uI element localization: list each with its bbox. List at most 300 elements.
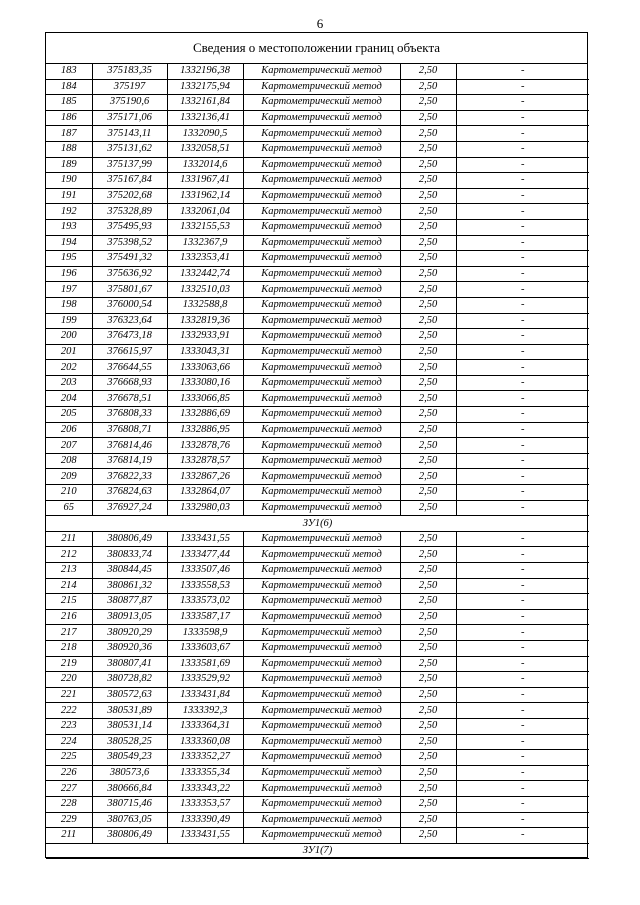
method-cell: Картометрический метод xyxy=(243,485,400,501)
page-number: 6 xyxy=(316,16,324,31)
accuracy-cell: 2,50 xyxy=(400,640,456,656)
table-row xyxy=(46,157,589,173)
method-cell: Картометрический метод xyxy=(243,656,400,672)
method-cell: Картометрический метод xyxy=(243,235,400,251)
table-row xyxy=(46,266,589,282)
x-coordinate-cell: 380861,32 xyxy=(92,578,167,594)
point-number-cell: 211 xyxy=(46,531,92,547)
accuracy-cell: 2,50 xyxy=(400,750,456,766)
point-number-cell: 215 xyxy=(46,594,92,610)
point-number-cell: 186 xyxy=(46,110,92,126)
point-number-cell: 198 xyxy=(46,297,92,313)
x-coordinate-cell: 380573,6 xyxy=(92,765,167,781)
y-coordinate-cell: 1331967,41 xyxy=(167,173,243,189)
description-cell: - xyxy=(456,485,589,501)
point-number-cell: 185 xyxy=(46,95,92,111)
table-row xyxy=(46,391,589,407)
x-coordinate-cell: 375143,11 xyxy=(92,126,167,142)
y-coordinate-cell: 1332442,74 xyxy=(167,266,243,282)
x-coordinate-cell: 376000,54 xyxy=(92,297,167,313)
method-cell: Картометрический метод xyxy=(243,594,400,610)
y-coordinate-cell: 1332014,6 xyxy=(167,157,243,173)
table-row xyxy=(46,188,589,204)
method-cell: Картометрический метод xyxy=(243,407,400,423)
method-cell: Картометрический метод xyxy=(243,625,400,641)
method-cell: Картометрический метод xyxy=(243,344,400,360)
accuracy-cell: 2,50 xyxy=(400,765,456,781)
description-cell: - xyxy=(456,640,589,656)
description-cell: - xyxy=(456,95,589,111)
table-row xyxy=(46,734,589,750)
y-coordinate-cell: 1333043,31 xyxy=(167,344,243,360)
description-cell: - xyxy=(456,438,589,454)
table-row xyxy=(46,750,589,766)
y-coordinate-cell: 1332161,84 xyxy=(167,95,243,111)
x-coordinate-cell: 380531,89 xyxy=(92,703,167,719)
x-coordinate-cell: 375131,62 xyxy=(92,141,167,157)
method-cell: Картометрический метод xyxy=(243,718,400,734)
x-coordinate-cell: 380666,84 xyxy=(92,781,167,797)
x-coordinate-cell: 375636,92 xyxy=(92,266,167,282)
x-coordinate-cell: 380728,82 xyxy=(92,672,167,688)
section-row xyxy=(46,516,589,532)
description-cell: - xyxy=(456,656,589,672)
x-coordinate-cell: 376473,18 xyxy=(92,329,167,345)
description-cell: - xyxy=(456,718,589,734)
table-row xyxy=(46,297,589,313)
method-cell: Картометрический метод xyxy=(243,313,400,329)
description-cell: - xyxy=(456,765,589,781)
point-number-cell: 220 xyxy=(46,672,92,688)
y-coordinate-cell: 1333392,3 xyxy=(167,703,243,719)
y-coordinate-cell: 1332819,36 xyxy=(167,313,243,329)
point-number-cell: 200 xyxy=(46,329,92,345)
table-row xyxy=(46,485,589,501)
y-coordinate-cell: 1332510,03 xyxy=(167,282,243,298)
description-cell: - xyxy=(456,266,589,282)
section-label: ЗУ1(6) xyxy=(46,516,589,532)
x-coordinate-cell: 375167,84 xyxy=(92,173,167,189)
y-coordinate-cell: 1332353,41 xyxy=(167,251,243,267)
table-row xyxy=(46,64,589,79)
point-number-cell: 188 xyxy=(46,141,92,157)
description-cell: - xyxy=(456,812,589,828)
x-coordinate-cell: 380920,29 xyxy=(92,625,167,641)
y-coordinate-cell: 1332090,5 xyxy=(167,126,243,142)
table-row xyxy=(46,235,589,251)
y-coordinate-cell: 1333573,02 xyxy=(167,594,243,610)
x-coordinate-cell: 380528,25 xyxy=(92,734,167,750)
point-number-cell: 224 xyxy=(46,734,92,750)
y-coordinate-cell: 1333431,84 xyxy=(167,687,243,703)
y-coordinate-cell: 1332058,51 xyxy=(167,141,243,157)
table-row xyxy=(46,110,589,126)
y-coordinate-cell: 1332196,38 xyxy=(167,64,243,79)
table-row xyxy=(46,453,589,469)
description-cell: - xyxy=(456,251,589,267)
description-cell: - xyxy=(456,407,589,423)
point-number-cell: 194 xyxy=(46,235,92,251)
point-number-cell: 201 xyxy=(46,344,92,360)
accuracy-cell: 2,50 xyxy=(400,407,456,423)
y-coordinate-cell: 1333353,57 xyxy=(167,796,243,812)
description-cell: - xyxy=(456,594,589,610)
accuracy-cell: 2,50 xyxy=(400,625,456,641)
point-number-cell: 212 xyxy=(46,547,92,563)
y-coordinate-cell: 1332886,69 xyxy=(167,407,243,423)
x-coordinate-cell: 376814,19 xyxy=(92,453,167,469)
x-coordinate-cell: 376808,71 xyxy=(92,422,167,438)
method-cell: Картометрический метод xyxy=(243,297,400,313)
method-cell: Картометрический метод xyxy=(243,251,400,267)
point-number-cell: 217 xyxy=(46,625,92,641)
y-coordinate-cell: 1333431,55 xyxy=(167,828,243,844)
point-number-cell: 203 xyxy=(46,375,92,391)
method-cell: Картометрический метод xyxy=(243,609,400,625)
accuracy-cell: 2,50 xyxy=(400,64,456,79)
method-cell: Картометрический метод xyxy=(243,173,400,189)
x-coordinate-cell: 380920,36 xyxy=(92,640,167,656)
point-number-cell: 208 xyxy=(46,453,92,469)
accuracy-cell: 2,50 xyxy=(400,188,456,204)
description-cell: - xyxy=(456,329,589,345)
method-cell: Картометрический метод xyxy=(243,469,400,485)
x-coordinate-cell: 375190,6 xyxy=(92,95,167,111)
description-cell: - xyxy=(456,375,589,391)
accuracy-cell: 2,50 xyxy=(400,453,456,469)
description-cell: - xyxy=(456,188,589,204)
description-cell: - xyxy=(456,750,589,766)
method-cell: Картометрический метод xyxy=(243,126,400,142)
y-coordinate-cell: 1332136,41 xyxy=(167,110,243,126)
y-coordinate-cell: 1332155,53 xyxy=(167,219,243,235)
y-coordinate-cell: 1332588,8 xyxy=(167,297,243,313)
x-coordinate-cell: 380913,05 xyxy=(92,609,167,625)
y-coordinate-cell: 1332061,04 xyxy=(167,204,243,220)
x-coordinate-cell: 380531,14 xyxy=(92,718,167,734)
table-row xyxy=(46,375,589,391)
description-cell: - xyxy=(456,578,589,594)
accuracy-cell: 2,50 xyxy=(400,687,456,703)
method-cell: Картометрический метод xyxy=(243,204,400,220)
y-coordinate-cell: 1333477,44 xyxy=(167,547,243,563)
x-coordinate-cell: 380844,45 xyxy=(92,563,167,579)
method-cell: Картометрический метод xyxy=(243,329,400,345)
table-row xyxy=(46,547,589,563)
x-coordinate-cell: 375491,32 xyxy=(92,251,167,267)
point-number-cell: 211 xyxy=(46,828,92,844)
y-coordinate-cell: 1333390,49 xyxy=(167,812,243,828)
x-coordinate-cell: 376824,63 xyxy=(92,485,167,501)
accuracy-cell: 2,50 xyxy=(400,141,456,157)
y-coordinate-cell: 1333587,17 xyxy=(167,609,243,625)
description-cell: - xyxy=(456,703,589,719)
table-body xyxy=(46,64,589,859)
description-cell: - xyxy=(456,157,589,173)
method-cell: Картометрический метод xyxy=(243,438,400,454)
point-number-cell: 189 xyxy=(46,157,92,173)
table-row xyxy=(46,141,589,157)
description-cell: - xyxy=(456,453,589,469)
description-cell: - xyxy=(456,625,589,641)
description-cell: - xyxy=(456,734,589,750)
method-cell: Картометрический метод xyxy=(243,734,400,750)
point-number-cell: 216 xyxy=(46,609,92,625)
accuracy-cell: 2,50 xyxy=(400,594,456,610)
accuracy-cell: 2,50 xyxy=(400,812,456,828)
method-cell: Картометрический метод xyxy=(243,391,400,407)
method-cell: Картометрический метод xyxy=(243,500,400,516)
accuracy-cell: 2,50 xyxy=(400,251,456,267)
point-number-cell: 195 xyxy=(46,251,92,267)
y-coordinate-cell: 1332878,57 xyxy=(167,453,243,469)
y-coordinate-cell: 1333581,69 xyxy=(167,656,243,672)
point-number-cell: 207 xyxy=(46,438,92,454)
accuracy-cell: 2,50 xyxy=(400,157,456,173)
x-coordinate-cell: 375183,35 xyxy=(92,64,167,79)
table-title: Сведения о местоположении границ объекта xyxy=(46,33,587,64)
table-row xyxy=(46,765,589,781)
x-coordinate-cell: 380807,41 xyxy=(92,656,167,672)
x-coordinate-cell: 375801,67 xyxy=(92,282,167,298)
table-row xyxy=(46,609,589,625)
x-coordinate-cell: 376927,24 xyxy=(92,500,167,516)
y-coordinate-cell: 1333529,92 xyxy=(167,672,243,688)
point-number-cell: 187 xyxy=(46,126,92,142)
accuracy-cell: 2,50 xyxy=(400,563,456,579)
method-cell: Картометрический метод xyxy=(243,266,400,282)
accuracy-cell: 2,50 xyxy=(400,95,456,111)
method-cell: Картометрический метод xyxy=(243,360,400,376)
point-number-cell: 190 xyxy=(46,173,92,189)
accuracy-cell: 2,50 xyxy=(400,235,456,251)
method-cell: Картометрический метод xyxy=(243,703,400,719)
method-cell: Картометрический метод xyxy=(243,141,400,157)
description-cell: - xyxy=(456,422,589,438)
x-coordinate-cell: 380877,87 xyxy=(92,594,167,610)
table-row xyxy=(46,578,589,594)
method-cell: Картометрический метод xyxy=(243,422,400,438)
accuracy-cell: 2,50 xyxy=(400,313,456,329)
accuracy-cell: 2,50 xyxy=(400,266,456,282)
accuracy-cell: 2,50 xyxy=(400,609,456,625)
method-cell: Картометрический метод xyxy=(243,687,400,703)
point-number-cell: 228 xyxy=(46,796,92,812)
y-coordinate-cell: 1333507,46 xyxy=(167,563,243,579)
accuracy-cell: 2,50 xyxy=(400,734,456,750)
y-coordinate-cell: 1332886,95 xyxy=(167,422,243,438)
point-number-cell: 192 xyxy=(46,204,92,220)
point-number-cell: 206 xyxy=(46,422,92,438)
accuracy-cell: 2,50 xyxy=(400,796,456,812)
accuracy-cell: 2,50 xyxy=(400,282,456,298)
table-row xyxy=(46,95,589,111)
table-row xyxy=(46,500,589,516)
point-number-cell: 65 xyxy=(46,500,92,516)
description-cell: - xyxy=(456,360,589,376)
point-number-cell: 196 xyxy=(46,266,92,282)
table-row xyxy=(46,828,589,844)
table-row xyxy=(46,563,589,579)
method-cell: Картометрический метод xyxy=(243,282,400,298)
section-label: ЗУ1(7) xyxy=(46,843,589,859)
description-cell: - xyxy=(456,781,589,797)
accuracy-cell: 2,50 xyxy=(400,500,456,516)
x-coordinate-cell: 376822,33 xyxy=(92,469,167,485)
accuracy-cell: 2,50 xyxy=(400,469,456,485)
description-cell: - xyxy=(456,609,589,625)
description-cell: - xyxy=(456,110,589,126)
table-row xyxy=(46,219,589,235)
table-row xyxy=(46,329,589,345)
description-cell: - xyxy=(456,500,589,516)
point-number-cell: 227 xyxy=(46,781,92,797)
y-coordinate-cell: 1332878,76 xyxy=(167,438,243,454)
x-coordinate-cell: 380572,63 xyxy=(92,687,167,703)
point-number-cell: 209 xyxy=(46,469,92,485)
point-number-cell: 219 xyxy=(46,656,92,672)
table-row xyxy=(46,79,589,95)
table-row xyxy=(46,640,589,656)
description-cell: - xyxy=(456,126,589,142)
method-cell: Картометрический метод xyxy=(243,531,400,547)
description-cell: - xyxy=(456,79,589,95)
x-coordinate-cell: 376644,55 xyxy=(92,360,167,376)
y-coordinate-cell: 1333066,85 xyxy=(167,391,243,407)
description-cell: - xyxy=(456,672,589,688)
x-coordinate-cell: 375197 xyxy=(92,79,167,95)
x-coordinate-cell: 375398,52 xyxy=(92,235,167,251)
x-coordinate-cell: 376808,33 xyxy=(92,407,167,423)
y-coordinate-cell: 1333598,9 xyxy=(167,625,243,641)
x-coordinate-cell: 380806,49 xyxy=(92,828,167,844)
method-cell: Картометрический метод xyxy=(243,110,400,126)
description-cell: - xyxy=(456,64,589,79)
table-row xyxy=(46,438,589,454)
accuracy-cell: 2,50 xyxy=(400,703,456,719)
point-number-cell: 226 xyxy=(46,765,92,781)
description-cell: - xyxy=(456,796,589,812)
point-number-cell: 205 xyxy=(46,407,92,423)
y-coordinate-cell: 1333360,08 xyxy=(167,734,243,750)
method-cell: Картометрический метод xyxy=(243,781,400,797)
x-coordinate-cell: 376615,97 xyxy=(92,344,167,360)
table-row xyxy=(46,407,589,423)
point-number-cell: 213 xyxy=(46,563,92,579)
table-row xyxy=(46,687,589,703)
accuracy-cell: 2,50 xyxy=(400,173,456,189)
description-cell: - xyxy=(456,469,589,485)
accuracy-cell: 2,50 xyxy=(400,219,456,235)
table-row xyxy=(46,656,589,672)
table-row xyxy=(46,173,589,189)
table-row xyxy=(46,422,589,438)
point-number-cell: 221 xyxy=(46,687,92,703)
method-cell: Картометрический метод xyxy=(243,563,400,579)
method-cell: Картометрический метод xyxy=(243,578,400,594)
table-row xyxy=(46,718,589,734)
x-coordinate-cell: 380715,46 xyxy=(92,796,167,812)
description-cell: - xyxy=(456,344,589,360)
method-cell: Картометрический метод xyxy=(243,219,400,235)
y-coordinate-cell: 1332175,94 xyxy=(167,79,243,95)
method-cell: Картометрический метод xyxy=(243,765,400,781)
accuracy-cell: 2,50 xyxy=(400,438,456,454)
y-coordinate-cell: 1333364,31 xyxy=(167,718,243,734)
table-row xyxy=(46,313,589,329)
point-number-cell: 210 xyxy=(46,485,92,501)
description-cell: - xyxy=(456,828,589,844)
table-row xyxy=(46,781,589,797)
description-cell: - xyxy=(456,313,589,329)
y-coordinate-cell: 1332864,07 xyxy=(167,485,243,501)
table-row xyxy=(46,625,589,641)
description-cell: - xyxy=(456,547,589,563)
x-coordinate-cell: 376678,51 xyxy=(92,391,167,407)
point-number-cell: 225 xyxy=(46,750,92,766)
table-row xyxy=(46,126,589,142)
table-row xyxy=(46,360,589,376)
y-coordinate-cell: 1332980,03 xyxy=(167,500,243,516)
table-row xyxy=(46,469,589,485)
accuracy-cell: 2,50 xyxy=(400,578,456,594)
accuracy-cell: 2,50 xyxy=(400,547,456,563)
method-cell: Картометрический метод xyxy=(243,188,400,204)
table-row xyxy=(46,812,589,828)
x-coordinate-cell: 380549,23 xyxy=(92,750,167,766)
y-coordinate-cell: 1333080,16 xyxy=(167,375,243,391)
y-coordinate-cell: 1332933,91 xyxy=(167,329,243,345)
accuracy-cell: 2,50 xyxy=(400,781,456,797)
point-number-cell: 229 xyxy=(46,812,92,828)
table-row xyxy=(46,282,589,298)
x-coordinate-cell: 375137,99 xyxy=(92,157,167,173)
accuracy-cell: 2,50 xyxy=(400,828,456,844)
y-coordinate-cell: 1333431,55 xyxy=(167,531,243,547)
accuracy-cell: 2,50 xyxy=(400,656,456,672)
y-coordinate-cell: 1331962,14 xyxy=(167,188,243,204)
accuracy-cell: 2,50 xyxy=(400,79,456,95)
x-coordinate-cell: 375171,06 xyxy=(92,110,167,126)
y-coordinate-cell: 1333603,67 xyxy=(167,640,243,656)
boundary-table-frame xyxy=(45,32,588,858)
accuracy-cell: 2,50 xyxy=(400,375,456,391)
x-coordinate-cell: 376323,64 xyxy=(92,313,167,329)
y-coordinate-cell: 1333063,66 xyxy=(167,360,243,376)
accuracy-cell: 2,50 xyxy=(400,360,456,376)
boundary-points-table xyxy=(46,64,589,859)
y-coordinate-cell: 1332867,26 xyxy=(167,469,243,485)
accuracy-cell: 2,50 xyxy=(400,110,456,126)
y-coordinate-cell: 1333352,27 xyxy=(167,750,243,766)
method-cell: Картометрический метод xyxy=(243,157,400,173)
y-coordinate-cell: 1333558,53 xyxy=(167,578,243,594)
accuracy-cell: 2,50 xyxy=(400,485,456,501)
accuracy-cell: 2,50 xyxy=(400,672,456,688)
point-number-cell: 197 xyxy=(46,282,92,298)
description-cell: - xyxy=(456,204,589,220)
point-number-cell: 183 xyxy=(46,64,92,79)
point-number-cell: 214 xyxy=(46,578,92,594)
x-coordinate-cell: 376668,93 xyxy=(92,375,167,391)
method-cell: Картометрический метод xyxy=(243,375,400,391)
x-coordinate-cell: 375328,89 xyxy=(92,204,167,220)
description-cell: - xyxy=(456,219,589,235)
x-coordinate-cell: 380806,49 xyxy=(92,531,167,547)
table-row xyxy=(46,531,589,547)
point-number-cell: 222 xyxy=(46,703,92,719)
y-coordinate-cell: 1332367,9 xyxy=(167,235,243,251)
